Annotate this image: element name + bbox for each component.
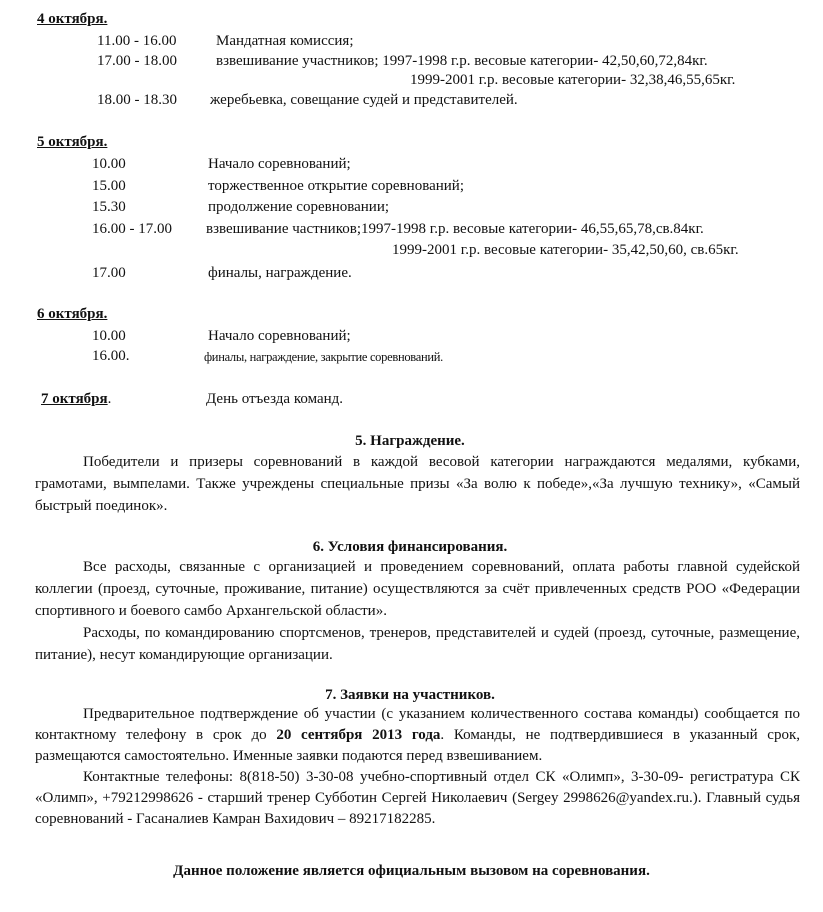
schedule-time: 15.30 [92, 199, 126, 215]
day-heading-oct6: 6 октября. [37, 306, 108, 322]
schedule-time: 15.00 [92, 178, 126, 194]
schedule-event: продолжение соревновании; [208, 199, 390, 215]
day-heading-oct7: 7 октября [41, 391, 108, 407]
section-title-awards: 5. Награждение. [355, 433, 465, 449]
schedule-time: 10.00 [92, 328, 126, 344]
schedule-event: торжественное открытие соревнований; [208, 178, 464, 194]
schedule-event: Мандатная комиссия; [216, 33, 354, 49]
day-heading-oct4: 4 октября. [37, 11, 108, 27]
schedule-event: взвешивание участников; 1997-1998 г.р. весовые категории- 42,50,60,72,84кг. [216, 53, 708, 69]
schedule-time: 17.00 - 18.00 [97, 53, 177, 69]
schedule-event: взвешивание частников;1997-1998 г.р. весовые категории- 46,55,65,78,св.84кг. [206, 221, 704, 237]
footer-official-invitation: Данное положение является официальным вызовом на соревнования. [173, 863, 650, 879]
section-title-financing: 6. Условия финансирования. [312, 539, 508, 555]
paragraph-financing-2: Расходы, по командированию спортсменов, тренеров, представителей и судей (проезд, суточные, размещение, питание), несут командирующие организации. [35, 625, 800, 663]
schedule-time: 16.00 - 17.00 [92, 221, 172, 237]
day-heading-oct7-row [41, 390, 111, 408]
applications-deadline: 20 сентября 2013 года [276, 727, 441, 743]
schedule-time: 18.00 - 18.30 [97, 92, 177, 108]
schedule-event: 1999-2001 г.р. весовые категории- 32,38,46,55,65кг. [410, 72, 736, 88]
schedule-event: жеребьевка, совещание судей и представителей. [210, 92, 518, 108]
schedule-event: 1999-2001 г.р. весовые категории- 35,42,50,60, св.65кг. [392, 242, 739, 258]
schedule-event: финалы, награждение, закрытие соревнований. [204, 350, 443, 364]
section-title-applications: 7. Заявки на участников. [325, 687, 495, 703]
schedule-event: Начало соревнований; [208, 328, 351, 344]
day-heading-oct5: 5 октября. [37, 134, 108, 150]
schedule-event: День отъезда команд. [206, 391, 344, 407]
applications-text-start: Предварительное подтверждение об участии (с указанием количественного состава команды) сообщается по контактному телефону в срок до [35, 706, 800, 743]
paragraph-contacts: Контактные телефоны: 8(818-50) 3-30-08 учебно-спортивный отдел СК «Олимп», 3-30-09- регистратура СК «Олимп», +79212998626 - старший тренер Субботин Сергей Николаевич (Sergey 2998626@yandex.ru.). Главный судья соревнований - Гасаналиев Камран Вахидович – 89217182285. [35, 769, 800, 827]
paragraph-awards: Победители и призеры соревнований в каждой весовой категории награждаются медалями, кубками, грамотами, вымпелами. Также учреждены специальные призы «За волю к победе»,«За лучшую технику», «Самый быстрый поединок». [35, 454, 800, 514]
schedule-time: 17.00 [92, 265, 126, 281]
schedule-time: 16.00. [92, 348, 130, 364]
day-heading-suffix: . [107, 391, 112, 407]
schedule-event: Начало соревнований; [208, 156, 351, 172]
applications-text-end: . Команды, не подтвердившиеся в указанный срок, размещаются самостоятельно. Именные заявки подаются перед взвешиванием. [35, 727, 800, 764]
paragraph-applications-1 [35, 704, 800, 767]
schedule-time: 10.00 [92, 156, 126, 172]
schedule-event: финалы, награждение. [208, 265, 352, 281]
paragraph-financing-1: Все расходы, связанные с организацией и проведением соревнований, оплата работы главной судейской коллегии (проезд, суточные, проживание, питание) осуществляются за счёт привлеченных средств РОО «Федерации спортивного и боевого самбо Архангельской области». [35, 559, 800, 619]
schedule-time: 11.00 - 16.00 [97, 33, 177, 49]
